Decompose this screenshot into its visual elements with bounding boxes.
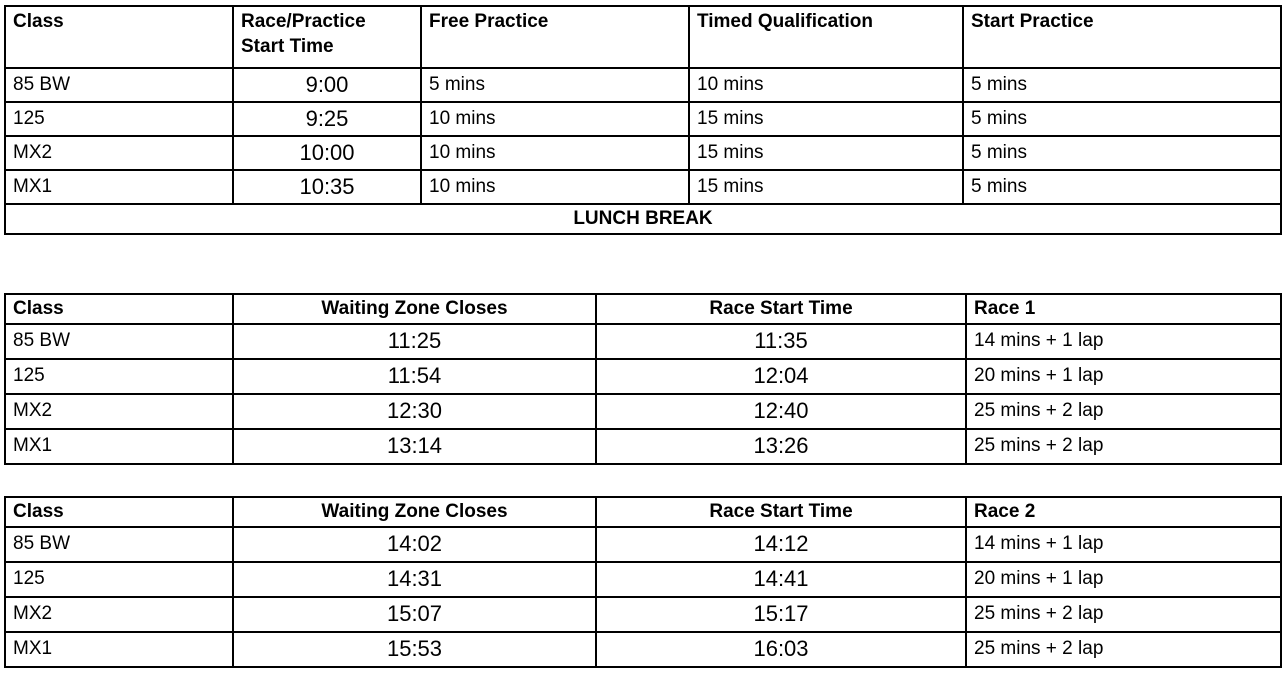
cell-class: 85 BW: [5, 324, 233, 359]
cell-free-practice: 10 mins: [421, 170, 689, 204]
cell-race-start: 12:04: [596, 359, 966, 394]
cell-timed-qualification: 15 mins: [689, 136, 963, 170]
practice-header-start-time-line2: Start Time: [241, 35, 334, 57]
cell-race-start: 11:35: [596, 324, 966, 359]
race2-header-waiting-zone: Waiting Zone Closes: [233, 497, 596, 527]
practice-header-start-time-line1: Race/Practice: [241, 11, 366, 32]
practice-row-mx2: [5, 136, 1281, 170]
cell-duration: 25 mins + 2 lap: [966, 597, 1281, 632]
cell-start-practice: 5 mins: [963, 102, 1281, 136]
practice-header-timed-qualification: Timed Qualification: [689, 6, 963, 68]
cell-class: MX2: [5, 597, 233, 632]
cell-waiting-zone: 14:31: [233, 562, 596, 597]
cell-class: MX2: [5, 394, 233, 429]
cell-class: 125: [5, 562, 233, 597]
practice-row-mx1: [5, 170, 1281, 204]
race1-header-class: Class: [5, 294, 233, 324]
cell-class: MX1: [5, 170, 233, 204]
race2-row-mx1: [5, 632, 1281, 667]
spacer: [4, 465, 1280, 496]
race2-schedule-table: [4, 496, 1282, 668]
cell-start-practice: 5 mins: [963, 68, 1281, 102]
race1-row-mx2: [5, 394, 1281, 429]
cell-race-start: 16:03: [596, 632, 966, 667]
cell-duration: 14 mins + 1 lap: [966, 324, 1281, 359]
cell-duration: 25 mins + 2 lap: [966, 394, 1281, 429]
cell-free-practice: 5 mins: [421, 68, 689, 102]
lunch-break-row: [5, 204, 1281, 234]
cell-waiting-zone: 13:14: [233, 429, 596, 464]
cell-class: 85 BW: [5, 527, 233, 562]
lunch-break-label: LUNCH BREAK: [5, 204, 1281, 234]
practice-row-125: [5, 102, 1281, 136]
cell-duration: 20 mins + 1 lap: [966, 562, 1281, 597]
cell-free-practice: 10 mins: [421, 102, 689, 136]
cell-race-start: 12:40: [596, 394, 966, 429]
cell-class: MX1: [5, 429, 233, 464]
cell-start-time: 10:35: [233, 170, 421, 204]
practice-header-class: Class: [5, 6, 233, 68]
race1-row-125: [5, 359, 1281, 394]
race1-header-row: [5, 294, 1281, 324]
cell-race-start: 14:41: [596, 562, 966, 597]
cell-race-start: 15:17: [596, 597, 966, 632]
cell-start-practice: 5 mins: [963, 136, 1281, 170]
cell-duration: 25 mins + 2 lap: [966, 429, 1281, 464]
cell-duration: 20 mins + 1 lap: [966, 359, 1281, 394]
race2-header-race-start: Race Start Time: [596, 497, 966, 527]
cell-waiting-zone: 11:25: [233, 324, 596, 359]
cell-waiting-zone: 12:30: [233, 394, 596, 429]
cell-timed-qualification: 15 mins: [689, 102, 963, 136]
practice-schedule-table: [4, 5, 1282, 235]
race2-header-race2: Race 2: [966, 497, 1281, 527]
cell-class: 85 BW: [5, 68, 233, 102]
cell-start-time: 9:00: [233, 68, 421, 102]
cell-start-time: 10:00: [233, 136, 421, 170]
race1-header-race-start: Race Start Time: [596, 294, 966, 324]
race1-header-waiting-zone: Waiting Zone Closes: [233, 294, 596, 324]
cell-waiting-zone: 14:02: [233, 527, 596, 562]
race1-row-85bw: [5, 324, 1281, 359]
practice-header-row: [5, 6, 1281, 68]
cell-free-practice: 10 mins: [421, 136, 689, 170]
cell-class: 125: [5, 359, 233, 394]
cell-waiting-zone: 15:07: [233, 597, 596, 632]
race2-header-class: Class: [5, 497, 233, 527]
race2-row-mx2: [5, 597, 1281, 632]
race1-row-mx1: [5, 429, 1281, 464]
cell-timed-qualification: 10 mins: [689, 68, 963, 102]
cell-timed-qualification: 15 mins: [689, 170, 963, 204]
race1-header-race1: Race 1: [966, 294, 1281, 324]
cell-start-practice: 5 mins: [963, 170, 1281, 204]
cell-race-start: 14:12: [596, 527, 966, 562]
race1-schedule-table: [4, 293, 1282, 465]
practice-header-free-practice: Free Practice: [421, 6, 689, 68]
cell-race-start: 13:26: [596, 429, 966, 464]
cell-class: 125: [5, 102, 233, 136]
practice-row-85bw: [5, 68, 1281, 102]
race2-row-85bw: [5, 527, 1281, 562]
cell-duration: 14 mins + 1 lap: [966, 527, 1281, 562]
practice-header-start-time: [233, 6, 421, 68]
spacer: [4, 235, 1280, 293]
cell-class: MX2: [5, 136, 233, 170]
cell-waiting-zone: 15:53: [233, 632, 596, 667]
cell-start-time: 9:25: [233, 102, 421, 136]
cell-waiting-zone: 11:54: [233, 359, 596, 394]
race2-header-row: [5, 497, 1281, 527]
cell-class: MX1: [5, 632, 233, 667]
race2-row-125: [5, 562, 1281, 597]
practice-header-start-practice: Start Practice: [963, 6, 1281, 68]
cell-duration: 25 mins + 2 lap: [966, 632, 1281, 667]
